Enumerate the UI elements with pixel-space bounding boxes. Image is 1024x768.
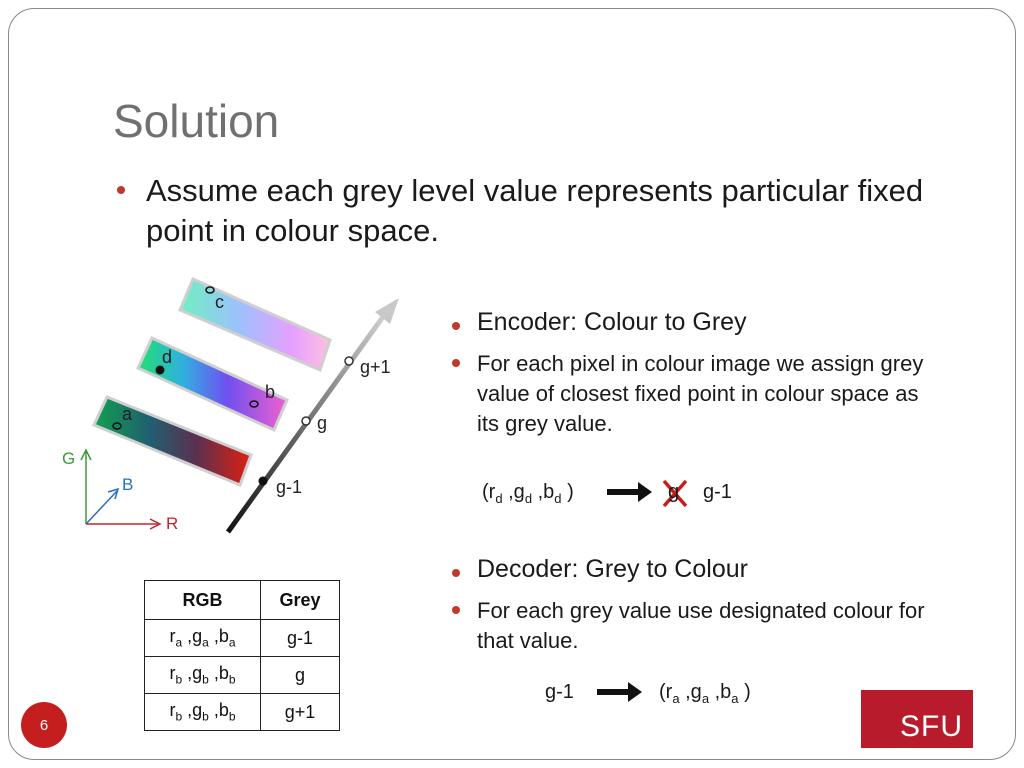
slide-number: 6 — [21, 702, 67, 748]
bullet-icon — [452, 569, 460, 577]
decoder-input: g-1 — [545, 681, 574, 703]
axis-label-g: G — [62, 449, 76, 468]
label-d: d — [162, 347, 173, 367]
table-cell-rgb: $r_b$ $,g_b$ $,b_b$ — [145, 694, 261, 731]
table-cell-rgb: $r_b$ $,g_b$ $,b_b$ — [145, 657, 261, 694]
decoder-output-tuple: ($r_a$ $,g_a$ $,b_a$ ) — [659, 681, 751, 706]
encoder-result: g-1 — [703, 481, 732, 503]
right-arrow-icon — [607, 482, 652, 502]
b-axis — [86, 491, 117, 524]
main-bullet-text: Assume each grey level value represents particular fixed point in colour space. — [146, 173, 924, 248]
table-cell-grey: g+1 — [261, 694, 340, 731]
slide-title: Solution — [113, 95, 280, 147]
table-row — [145, 694, 340, 731]
table-header-grey: Grey — [261, 581, 340, 620]
colour-patch-c — [180, 279, 330, 370]
label-a: a — [122, 404, 133, 424]
table-header-row — [145, 581, 340, 620]
table-row — [145, 657, 340, 694]
table-cell-grey: g — [261, 657, 340, 694]
decoder-heading: Decoder: Grey to Colour — [477, 555, 748, 583]
label-g-plus-1: g+1 — [360, 357, 391, 377]
g-plus-1-marker — [345, 357, 353, 365]
bullet-icon — [452, 322, 460, 330]
table-cell-grey: g-1 — [261, 620, 340, 657]
rgb-grey-table — [144, 580, 340, 731]
encoder-body: For each pixel in colour image we assign grey value of closest fixed point in colour space as its grey value. — [477, 351, 924, 436]
axis-label-b: B — [122, 475, 134, 494]
encoder-input-tuple: ($r_d$ $,g_d$ $,b_d$ ) — [482, 481, 574, 506]
encoder-heading: Encoder: Colour to Grey — [477, 308, 747, 336]
table-cell-rgb: $r_a$ $,g_a$ $,b_a$ — [145, 620, 261, 657]
label-g-minus-1: g-1 — [276, 477, 303, 497]
g-minus-1-marker — [259, 477, 268, 486]
axis-label-r: R — [166, 514, 179, 533]
label-g: g — [317, 413, 328, 433]
table-header-rgb: RGB — [145, 581, 261, 620]
encoder-crossed-value: g — [668, 481, 680, 503]
label-c: c — [215, 292, 224, 312]
sfu-logo: SFU — [861, 690, 973, 748]
table-row — [145, 620, 340, 657]
bullet-icon — [452, 606, 460, 614]
g-marker — [302, 417, 310, 425]
bullet-icon — [452, 359, 460, 367]
right-arrow-icon — [597, 682, 642, 702]
decoder-body: For each grey value use designated colour for that value. — [477, 598, 925, 653]
label-b: b — [265, 382, 276, 402]
